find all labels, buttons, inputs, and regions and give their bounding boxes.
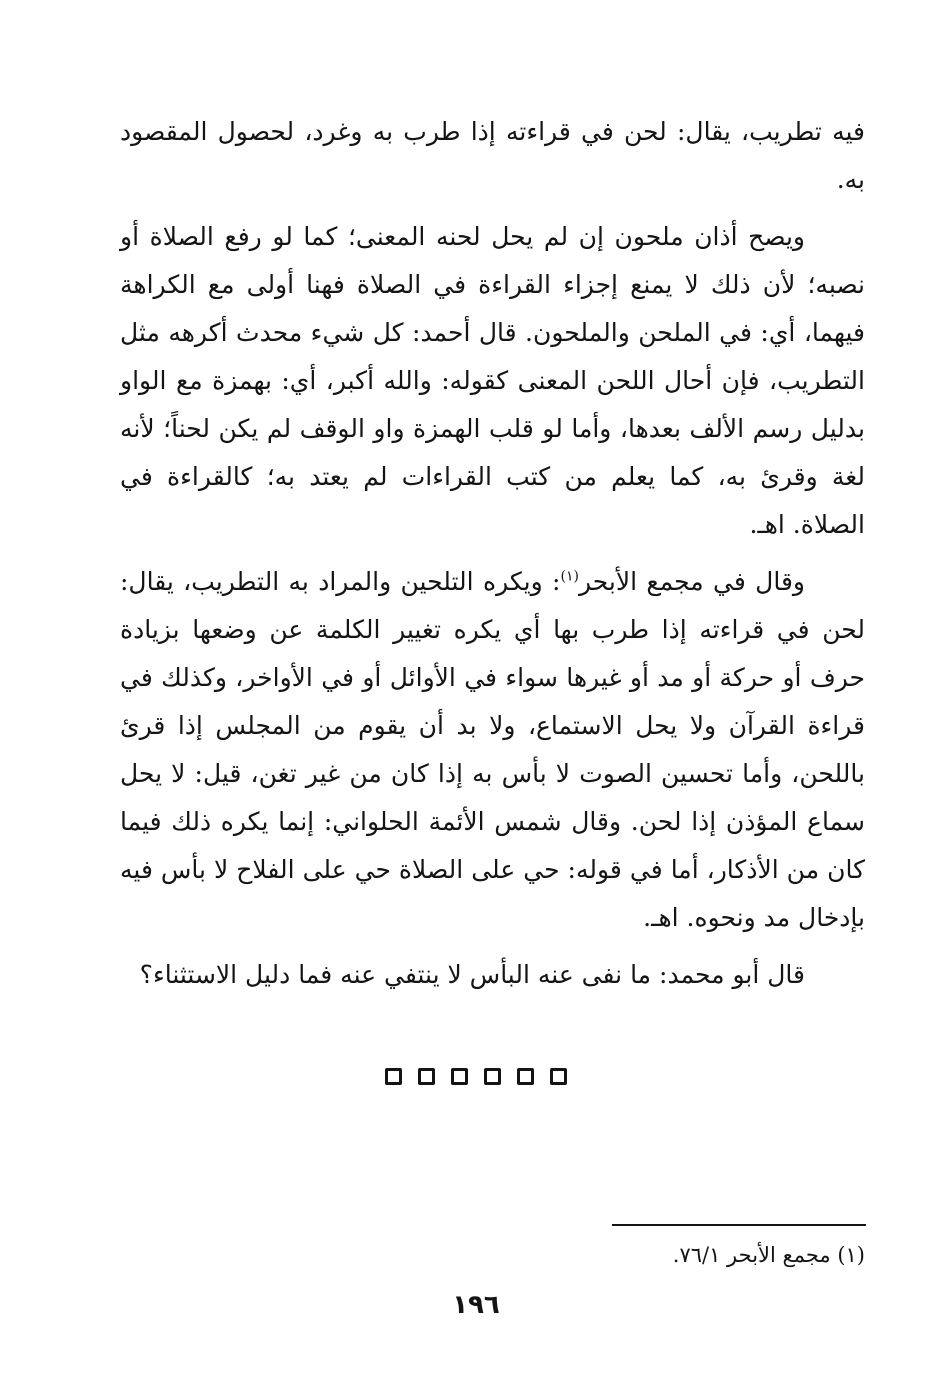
paragraph-3-start: وقال في مجمع الأبحر <box>578 567 805 596</box>
square-icon <box>484 1068 501 1085</box>
section-separator <box>0 1068 952 1085</box>
footnote-reference[interactable]: (١) <box>560 568 579 585</box>
square-icon <box>517 1068 534 1085</box>
footnote: (١) مجمع الأبحر ٧٦/١. <box>672 1243 865 1267</box>
paragraph-3-rest: : ويكره التلحين والمراد به التطريب، يقال: لحن في قراءته إذا طرب بها أي يكره تغيير الكلمة عن وضعها بزيادة حرف أو حركة أو مد أو غيرها سواء في الأوائل أو في الأواخر، وكذلك في قراءة القرآن ولا يحل الاستماع، ولا بد أن يقوم من المجلس إذا قرئ باللحن، وأما تحسين الصوت لا بأس به إذا كان من غير تغن، قيل: لا يحل سماع المؤذن إذا لحن. وقال شمس الأئمة الحلواني: إنما يكره ذلك فيما كان من الأذكار، أما في قوله: حي على الصلاة حي على الفلاح لا بأس فيه بإدخال مد ونحوه. اهـ. <box>120 567 865 932</box>
body-text <box>120 108 865 1008</box>
page-number: ١٩٦ <box>452 1290 500 1320</box>
square-icon <box>451 1068 468 1085</box>
square-icon <box>385 1068 402 1085</box>
square-icon <box>550 1068 567 1085</box>
paragraph-1: فيه تطريب، يقال: لحن في قراءته إذا طرب به وغرد، لحصول المقصود به. <box>120 117 865 194</box>
footnote-divider <box>612 1224 866 1226</box>
paragraph-4: قال أبو محمد: ما نفى عنه البأس لا ينتفي عنه فما دليل الاستثناء؟ <box>139 960 805 989</box>
square-icon <box>418 1068 435 1085</box>
paragraph-3 <box>120 558 865 942</box>
paragraph-2: ويصح أذان ملحون إن لم يحل لحنه المعنى؛ كما لو رفع الصلاة أو نصبه؛ لأن ذلك لا يمنع إجزاء القراءة في الصلاة فهنا أولى مع الكراهة فيهما، أي: في الملحن والملحون. قال أحمد: كل شيء محدث أكرهه مثل التطريب، فإن أحال اللحن المعنى كقوله: والله أكبر، أي: بهمزة مع الواو بدليل رسم الألف بعدها، وأما لو قلب الهمزة واو الوقف لم يكن لحناً؛ لأنه لغة وقرئ به، كما يعلم من كتب القراءات لم يعتد به؛ كالقراءة في الصلاة. اهـ. <box>120 222 865 539</box>
